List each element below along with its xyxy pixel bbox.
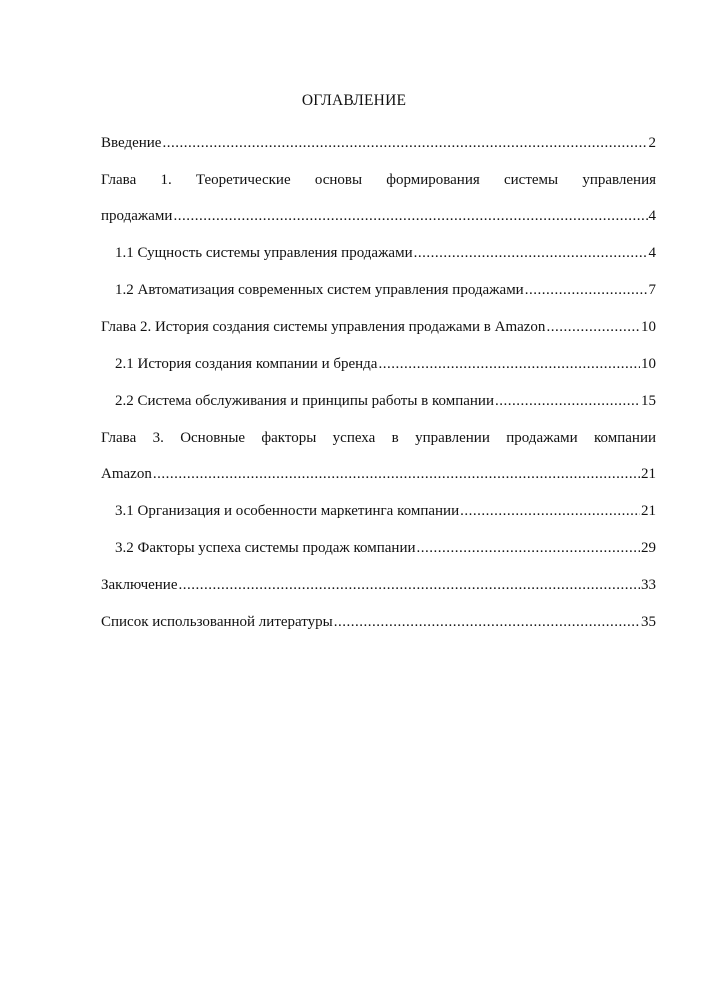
toc-page-number: 15 xyxy=(641,393,656,409)
toc-entry-label: 3.2 Факторы успеха системы продаж компании xyxy=(115,540,416,556)
toc-entry-label: продажами xyxy=(101,208,173,224)
leader-dots xyxy=(153,464,640,484)
toc-entry-label: Amazon xyxy=(101,466,152,482)
toc-entry-label: 2.2 Система обслуживания и принципы работы в компании xyxy=(115,393,494,409)
toc-entry-label: Введение xyxy=(101,135,162,151)
toc-entry-label: 3.1 Организация и особенности маркетинга компании xyxy=(115,503,460,519)
toc-title: ОГЛАВЛЕНИЕ xyxy=(301,92,407,109)
toc-entry-section-1-1[interactable] xyxy=(101,243,656,263)
toc-entry-label: 1.1 Сущность системы управления продажами xyxy=(115,245,413,261)
leader-dots xyxy=(546,317,640,337)
toc-entry-label: Глава 2. История создания системы управления продажами в Amazon xyxy=(101,319,546,335)
toc-entry-references[interactable] xyxy=(101,612,656,632)
leader-dots xyxy=(414,243,648,263)
toc-entry-conclusion[interactable] xyxy=(101,575,656,595)
leader-dots xyxy=(173,206,647,226)
toc-entry-section-2-2[interactable] xyxy=(101,391,656,411)
toc-page-number: 2 xyxy=(648,135,656,151)
toc-page-number: 35 xyxy=(641,614,656,630)
toc-page-number: 21 xyxy=(641,466,656,482)
toc-entry-chapter-1[interactable] xyxy=(101,170,656,226)
leader-dots xyxy=(495,391,640,411)
toc-entry-chapter-2[interactable] xyxy=(101,317,656,337)
leader-dots xyxy=(460,501,640,521)
toc-entry-label: Список использованной литературы xyxy=(101,614,333,630)
toc-page-number: 10 xyxy=(641,356,656,372)
toc-entry-intro[interactable] xyxy=(101,133,656,153)
leader-dots xyxy=(334,612,640,632)
toc-entry-label: 2.1 История создания компании и бренда xyxy=(115,356,378,372)
toc-entry-chapter-3[interactable] xyxy=(101,428,656,484)
leader-dots xyxy=(525,280,648,300)
toc-chapter-heading: Глава 3. Основные факторы успеха в управлении продажами компании xyxy=(101,430,656,446)
leader-dots xyxy=(162,133,647,153)
toc-page-number: 29 xyxy=(641,540,656,556)
toc-entry-label: Заключение xyxy=(101,577,178,593)
leader-dots xyxy=(378,354,640,374)
toc-entry-section-1-2[interactable] xyxy=(101,280,656,300)
toc-page-number: 7 xyxy=(648,282,656,298)
toc-entry-section-3-2[interactable] xyxy=(101,538,656,558)
toc-page-number: 33 xyxy=(641,577,656,593)
leader-dots xyxy=(417,538,640,558)
toc-page-number: 10 xyxy=(641,319,656,335)
toc-page-number: 4 xyxy=(648,208,656,224)
toc-entry-section-3-1[interactable] xyxy=(101,501,656,521)
leader-dots xyxy=(179,575,641,595)
toc-entry-section-2-1[interactable] xyxy=(101,354,656,374)
toc-entry-label: 1.2 Автоматизация современных систем управления продажами xyxy=(115,282,524,298)
toc-chapter-heading: Глава 1. Теоретические основы формирования системы управления xyxy=(101,172,656,188)
toc-page-number: 21 xyxy=(641,503,656,519)
toc-page-number: 4 xyxy=(648,245,656,261)
table-of-contents xyxy=(101,133,656,649)
